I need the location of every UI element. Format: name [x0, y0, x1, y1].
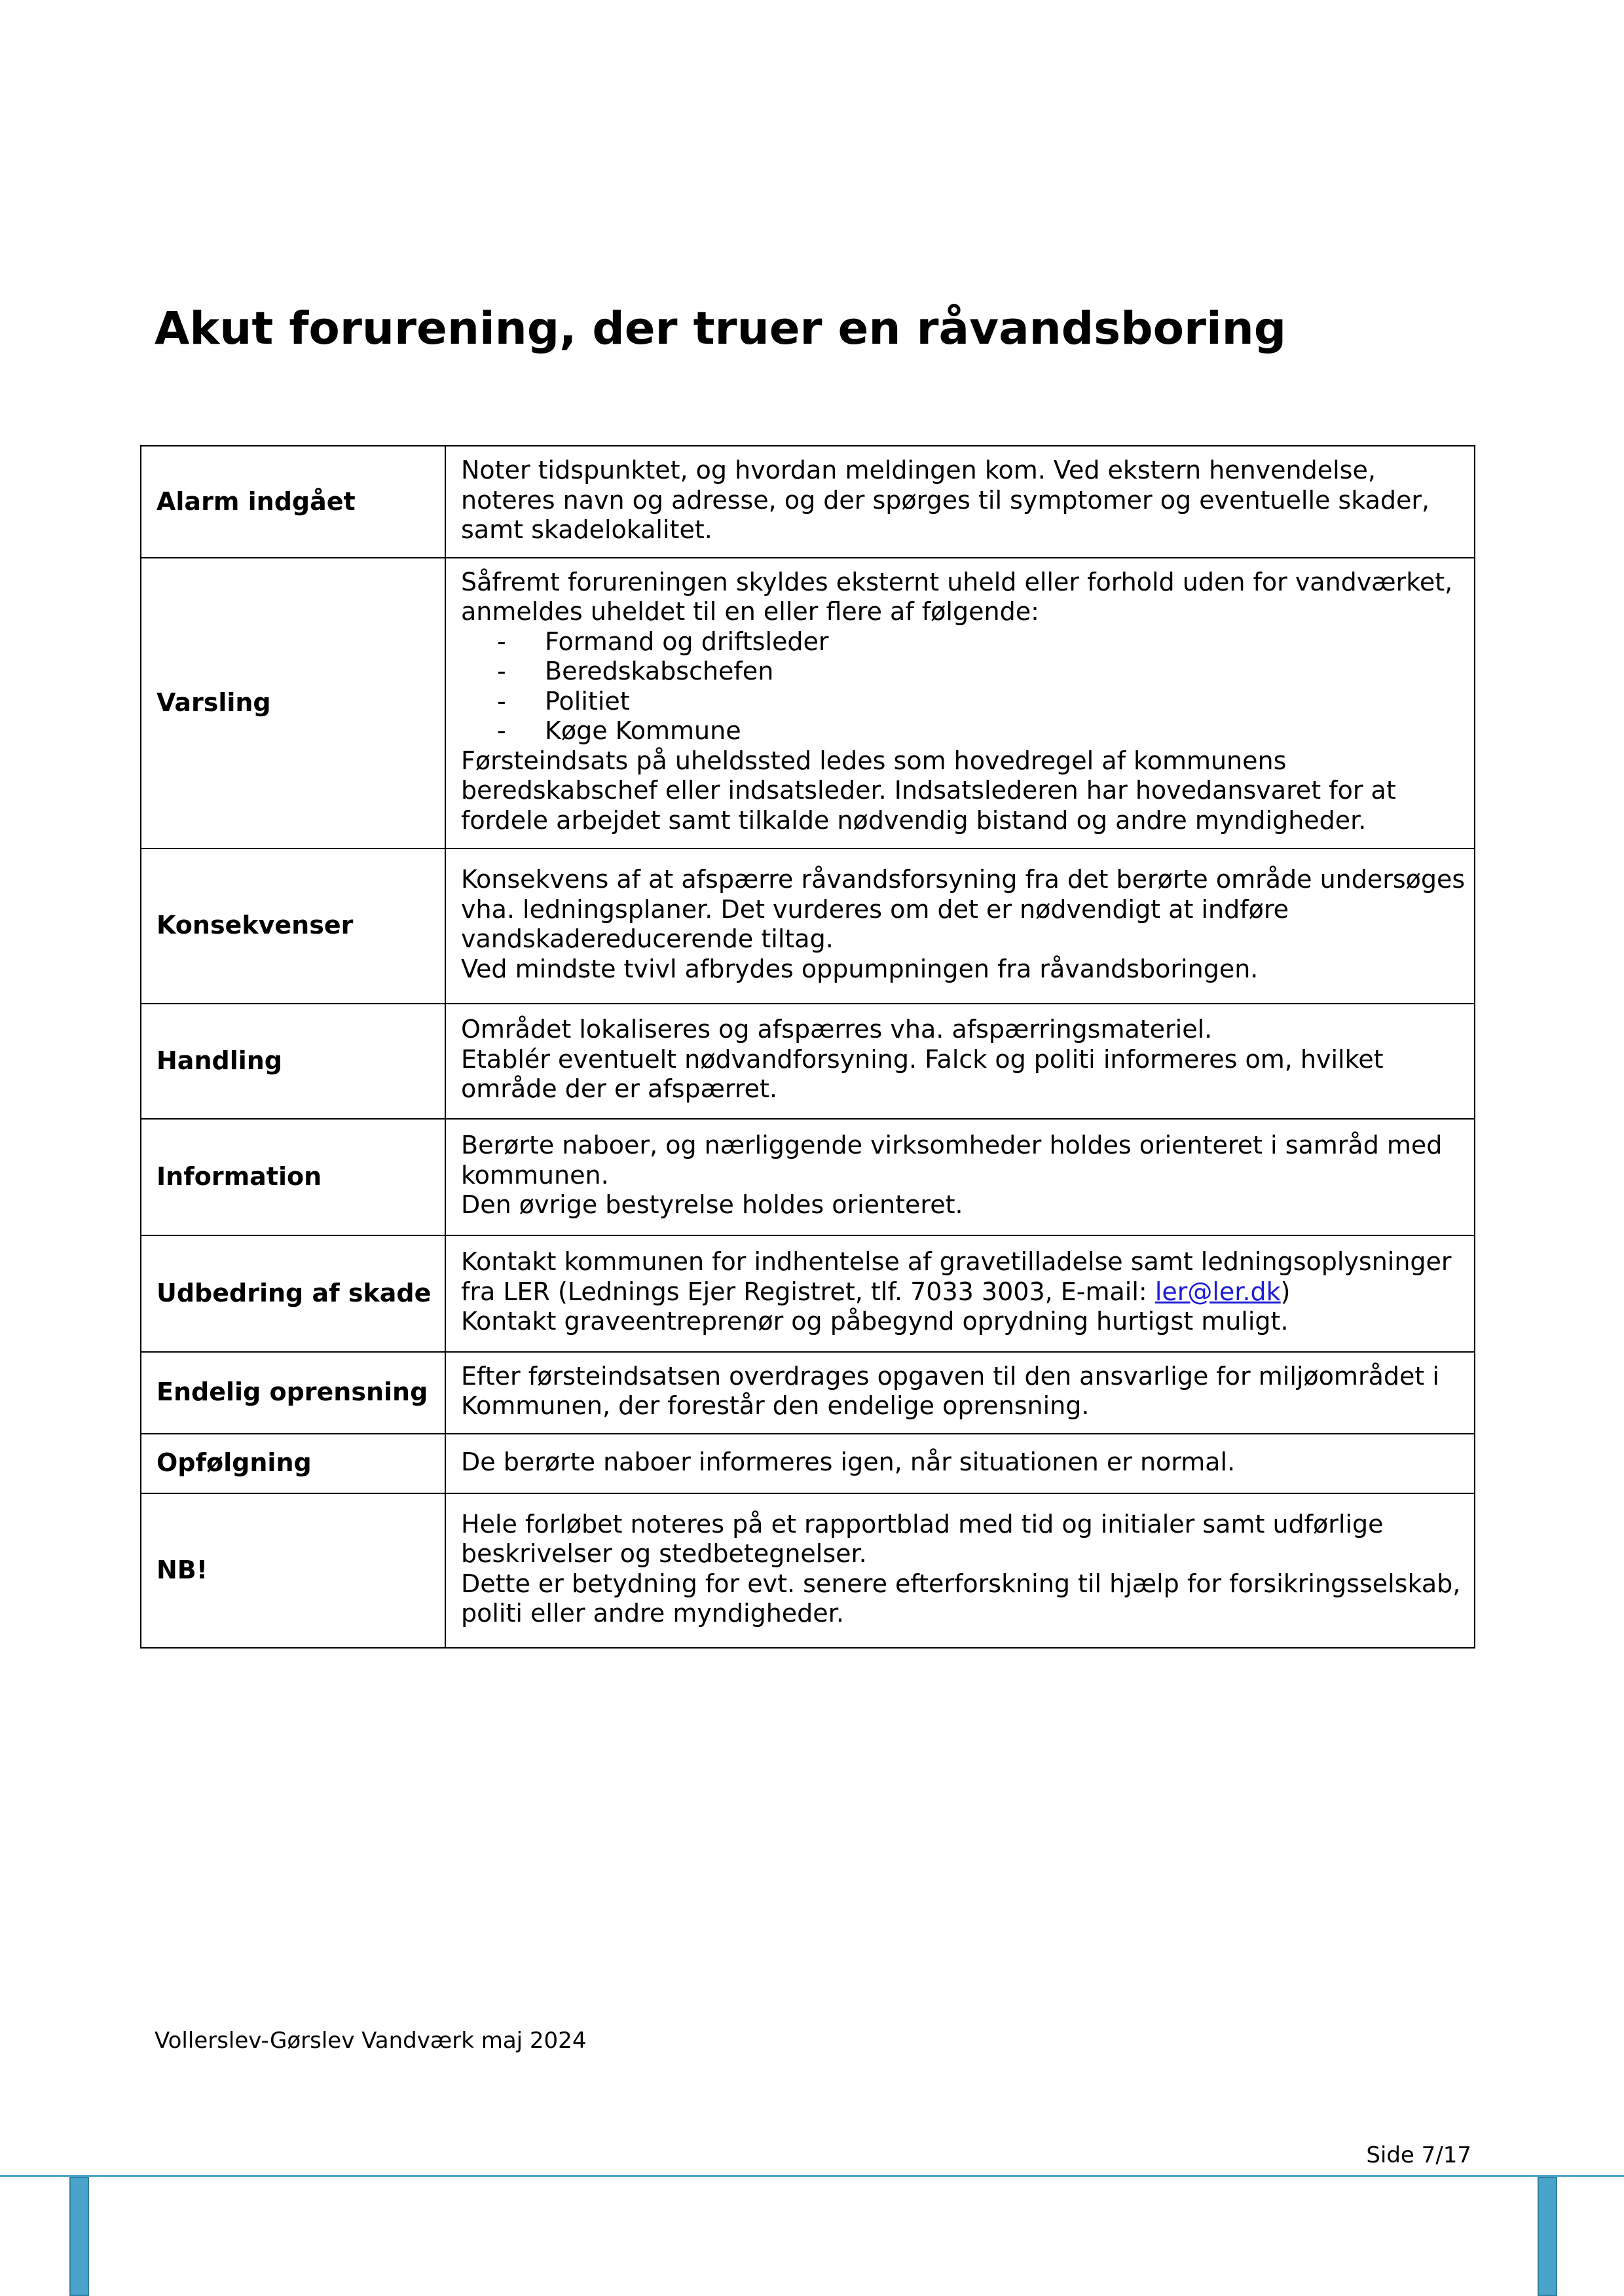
row-content [445, 1493, 1475, 1648]
row-content [445, 1235, 1475, 1352]
text-line: beskrivelser og stedbetegnelser. [461, 1539, 867, 1568]
row-label: Udbedring af skade [141, 1235, 445, 1352]
text-line: Dette er betydning for evt. senere efterforskning til hjælp for forsikringsselskab, [461, 1569, 1461, 1598]
row-content [445, 1119, 1475, 1235]
row-label: Endelig oprensning [141, 1352, 445, 1434]
text-line [461, 1277, 1461, 1307]
list-item [461, 687, 1461, 717]
text-line: noteres navn og adresse, og der spørges til symptomer og eventuelle skader, [461, 485, 1430, 515]
procedure-table [140, 445, 1475, 1649]
text-line: Området lokaliseres og afspærres vha. afspærringsmateriel. [461, 1015, 1213, 1044]
text-line: Kontakt kommunen for indhentelse af gravetilladelse samt ledningsoplysninger [461, 1247, 1452, 1277]
row-label: Varsling [141, 558, 445, 848]
text-fragment: fra LER (Lednings Ejer Registret, tlf. 7033 3003, E-mail: [461, 1277, 1155, 1306]
page-title: Akut forurening, der truer en råvandsboring [155, 302, 1287, 355]
text-line: Kontakt graveentreprenør og påbegynd oprydning hurtigst muligt. [461, 1307, 1289, 1336]
text-line: Såfremt forureningen skyldes eksternt uheld eller forhold uden for vandværket, [461, 567, 1453, 596]
email-link[interactable]: ler@ler.dk [1154, 1277, 1281, 1306]
row-label: Handling [141, 1004, 445, 1119]
text-line: anmeldes uheldet til en eller flere af følgende: [461, 597, 1039, 627]
row-content [445, 1352, 1475, 1434]
table-row [141, 1434, 1475, 1493]
text-line: område der er afspærret. [461, 1074, 778, 1104]
list-item [461, 716, 1461, 746]
text-line: politi eller andre myndigheder. [461, 1599, 844, 1628]
row-content [445, 446, 1475, 558]
text-fragment: ) [1280, 1277, 1291, 1306]
table-row [141, 1493, 1475, 1648]
list-item-text: Køge Kommune [545, 716, 741, 746]
row-content [445, 848, 1475, 1004]
footer-rule [0, 2175, 1624, 2177]
text-line: Efter førsteindsatsen overdrages opgaven til den ansvarlige for miljøområdet i [461, 1361, 1439, 1391]
table-row [141, 848, 1475, 1004]
row-label: Information [141, 1119, 445, 1235]
text-line: samt skadelokalitet. [461, 515, 712, 544]
list-item-text: Beredskabschefen [545, 657, 774, 686]
text-line: Den øvrige bestyrelse holdes orienteret. [461, 1190, 963, 1220]
text-line: Kommunen, der forestår den endelige oprensning. [461, 1391, 1090, 1420]
list-item-text: Formand og driftsleder [545, 627, 829, 656]
bullet-dash: - [497, 686, 506, 716]
row-label: Opfølgning [141, 1434, 445, 1493]
text-line: fordele arbejdet samt tilkalde nødvendig bistand og andre myndigheder. [461, 805, 1367, 835]
row-content [445, 1004, 1475, 1119]
text-line: vandskadereducerende tiltag. [461, 924, 834, 953]
row-content [445, 558, 1475, 848]
table-row [141, 1235, 1475, 1352]
text-line: Hele forløbet noteres på et rapportblad med tid og initialer samt udførlige [461, 1509, 1384, 1539]
footer-bar-right [1538, 2177, 1557, 2296]
text-line: Førsteindsats på uheldssted ledes som hovedregel af kommunens [461, 746, 1287, 775]
text-line: Berørte naboer, og nærliggende virksomheder holdes orienteret i samråd med [461, 1131, 1443, 1160]
text-line: Ved mindste tvivl afbrydes oppumpningen fra råvandsboringen. [461, 954, 1259, 983]
row-content [445, 1434, 1475, 1493]
table-row [141, 558, 1475, 848]
row-label: Konsekvenser [141, 848, 445, 1004]
row-label: Alarm indgået [141, 446, 445, 558]
table-row [141, 1119, 1475, 1235]
list-item-text: Politiet [545, 686, 630, 716]
table-row [141, 1004, 1475, 1119]
list-item [461, 627, 1461, 657]
footer-bar-left [69, 2177, 89, 2296]
text-line: beredskabschef eller indsatsleder. Indsatslederen har hovedansvaret for at [461, 776, 1396, 805]
bullet-dash: - [497, 627, 506, 656]
text-line: Etablér eventuelt nødvandforsyning. Falck og politi informeres om, hvilket [461, 1044, 1384, 1074]
page-number: Side 7/17 [1366, 2142, 1471, 2168]
text-line: vha. ledningsplaner. Det vurderes om det er nødvendigt at indføre [461, 894, 1289, 924]
text-line: kommunen. [461, 1160, 609, 1190]
footer-organization: Vollerslev-Gørslev Vandværk maj 2024 [155, 2028, 587, 2054]
table-row [141, 446, 1475, 558]
list-item [461, 657, 1461, 687]
text-line: Noter tidspunktet, og hvordan meldingen kom. Ved ekstern henvendelse, [461, 456, 1376, 484]
row-label: NB! [141, 1493, 445, 1648]
table-row [141, 1352, 1475, 1434]
bullet-dash: - [497, 716, 506, 746]
bullet-dash: - [497, 657, 506, 686]
text-line: Konsekvens af at afspærre råvandsforsyning fra det berørte område undersøges [461, 865, 1466, 894]
text-line: De berørte naboer informeres igen, når situationen er normal. [461, 1448, 1236, 1477]
